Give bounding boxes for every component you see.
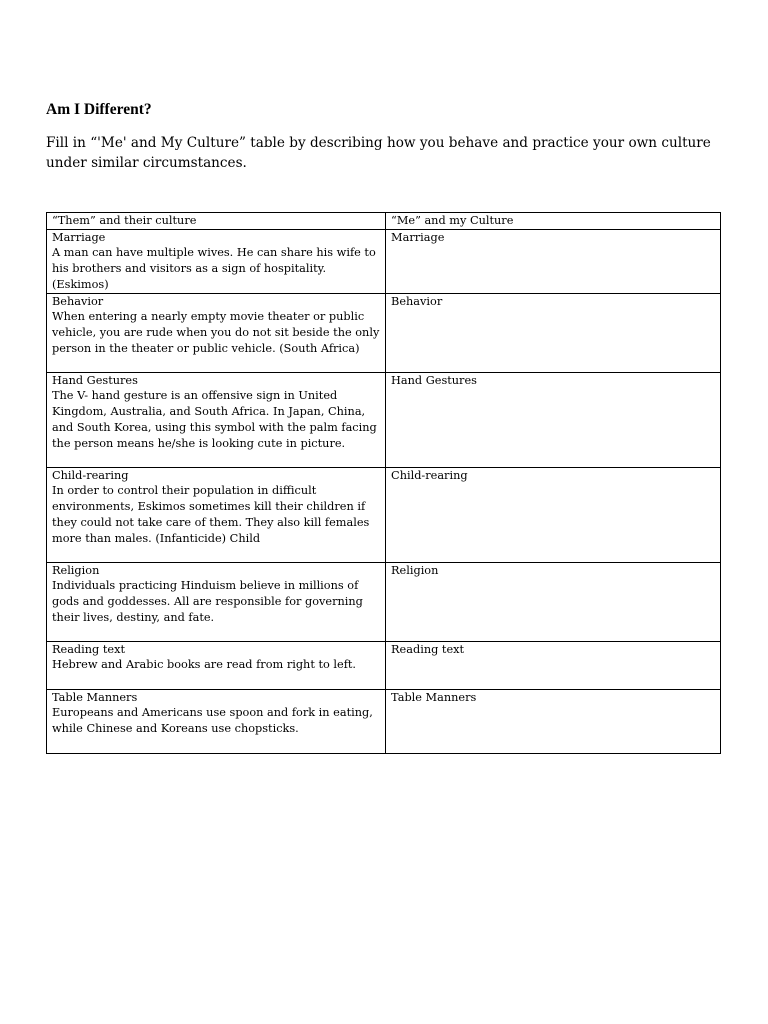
them-cell [47,229,386,293]
table-row [47,562,721,641]
me-cell[interactable] [386,641,721,689]
table-row [47,467,721,562]
category-label: Hand Gestures [52,373,138,387]
category-label: Behavior [52,294,104,308]
category-label: Religion [52,563,100,577]
category-label: Religion [391,563,439,577]
them-cell [47,562,386,641]
them-cell [47,689,386,753]
category-description: A man can have multiple wives. He can share his wife to his brothers and visitors as a sign of hospitality. (Eskimos) [52,246,376,291]
category-label: Marriage [391,230,445,244]
page-title: Am I Different? [46,101,152,118]
table-row [47,641,721,689]
table-row [47,229,721,293]
instructions-text: Fill in “'Me' and My Culture” table by describing how you behave and practice your own culture under similar circumstances. [46,135,711,171]
table-row [47,293,721,372]
category-label: Table Manners [52,690,138,704]
category-label: Reading text [52,642,126,656]
header-my-culture: “Me” and my Culture [386,213,721,230]
them-cell [47,372,386,467]
me-cell[interactable] [386,467,721,562]
table-header-row [47,213,721,230]
category-description: When entering a nearly empty movie theater or public vehicle, you are rude when you do not sit beside the only person in the theater or public vehicle. (South Africa) [52,310,380,355]
category-label: Behavior [391,294,443,308]
them-cell [47,641,386,689]
culture-comparison-table [46,212,721,754]
me-cell[interactable] [386,562,721,641]
category-label: Child-rearing [52,468,129,482]
me-cell[interactable] [386,372,721,467]
category-description: Individuals practicing Hinduism believe in millions of gods and goddesses. All are responsible for governing their lives, destiny, and fate. [52,579,363,624]
category-description: The V- hand gesture is an offensive sign in United Kingdom, Australia, and South Africa. In Japan, China, and South Korea, using this symbol with the palm facing the person means he/she is looking cute in picture. [52,389,377,450]
category-description: Hebrew and Arabic books are read from right to left. [52,658,357,672]
category-label: Table Manners [391,690,477,704]
table-row [47,372,721,467]
category-description: Europeans and Americans use spoon and fork in eating, while Chinese and Koreans use chopsticks. [52,706,373,736]
category-label: Hand Gestures [391,373,477,387]
me-cell[interactable] [386,689,721,753]
header-them-culture: “Them” and their culture [47,213,386,230]
category-label: Child-rearing [391,468,468,482]
category-label: Marriage [52,230,106,244]
them-cell [47,467,386,562]
them-cell [47,293,386,372]
me-cell[interactable] [386,293,721,372]
category-description: In order to control their population in difficult environments, Eskimos sometimes kill their children if they could not take care of them. They also kill females more than males. (Infanticide) Child [52,484,370,545]
me-cell[interactable] [386,229,721,293]
table-row [47,689,721,753]
category-label: Reading text [391,642,465,656]
